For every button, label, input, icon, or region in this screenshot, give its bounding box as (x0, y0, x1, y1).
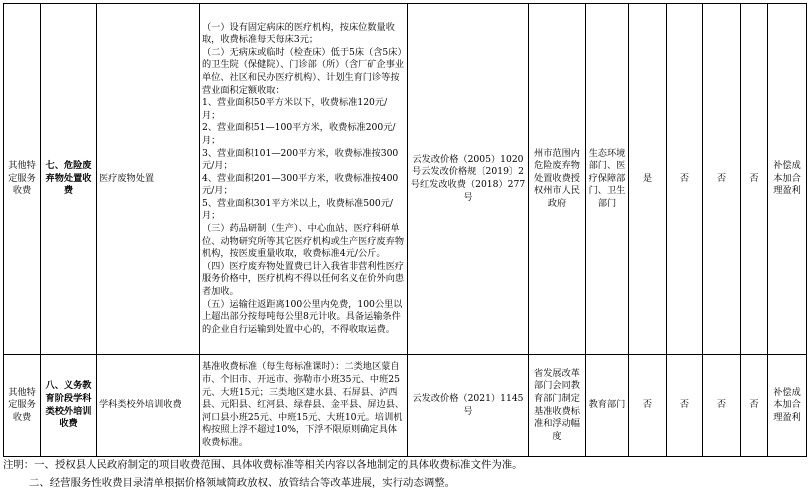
sub-item-cell: 学科类校外培训收费 (97, 355, 200, 457)
table-row (4, 355, 807, 457)
flag-cell: 否 (667, 4, 703, 355)
detail-line: 1、营业面积50平方米以下，收费标准120元/月； (202, 97, 388, 121)
detail-line: 4、营业面积201—300平方米，收费标准按400元/月； (202, 172, 399, 197)
footnotes (3, 456, 806, 492)
detail-line: （四）医疗废弃物处置费已计入我省非营利性医疗服务价格中，医疗机构不得以任何名义在价外向患者加收。 (202, 260, 405, 298)
fee-table (3, 3, 807, 457)
policy-basis-cell: 云发改价格（2021）1145号 (408, 355, 529, 457)
detail-line: 3、营业面积101—200平方米，收费标准按300元/月； (202, 147, 399, 172)
department-cell: 生态环境部门、医疗保障部门、卫生部门 (586, 4, 629, 355)
fee-standard-cell (200, 4, 408, 355)
flag-cell: 是 (629, 4, 667, 355)
footnote-line: 注明：一、授权县人民政府制定的项目收费范围、具体收费标准等相关内容以各地制定的具体收费标准文件为准。 (3, 459, 523, 471)
detail-line: 基准收费标准（每生每标准课时）：二类地区蒙自市、个旧市、开远市、弥勒市小班35元、中班25元、大班15元；三类地区建水县、石屏县、泸西县、元阳县、红河县、绿春县、金平县、屏边县、河口县小班25元、中班15元、大班10元。培训机构按照上浮不超过10%，下浮不限原则确定具体收费标准。 (202, 361, 405, 448)
pricing-authority-cell: 省发展改革部门会同教育部门制定基准收费标准和浮动幅度 (529, 355, 586, 457)
detail-line: （一）设有固定病床的医疗机构，按床位数量收取，收费标准每天每床3元； (202, 21, 395, 46)
detail-line: （二）无病床或临时（检查床）低于5床（含5床）的卫生院（保健院）、门诊部（所）（含厂矿企事业单位、社区和民办医疗机构）、计划生育门诊等按营业面积定额收取： (202, 46, 405, 96)
fee-standard-cell (200, 355, 408, 457)
category-cell: 其他特定服务收费 (4, 4, 41, 355)
fee-nature-cell: 补偿成本加合理盈利 (768, 4, 807, 355)
item-cell: 八、义务教育阶段学科类校外培训收费 (41, 355, 97, 457)
detail-line: （三）药品研制（生产）、中心血站、医疗科研单位、动物研究所等其它医疗机构或生产医疗废弃物机构，按医废重量收取，收费标准4元/公斤。 (202, 223, 405, 260)
footnote-line: 二、经营服务性收费目录清单根据价格领域简政放权、放管结合等改革进展，实行动态调整。 (29, 477, 456, 489)
pricing-authority-cell: 州市范围内危险废弃物处置收费授权州市人民政府 (529, 4, 586, 355)
flag-cell: 否 (703, 355, 741, 457)
table-row (4, 4, 807, 355)
detail-line: 5、营业面积301平方米以上，收费标准500元/月； (202, 197, 394, 222)
flag-cell: 否 (667, 355, 703, 457)
category-cell: 其他特定服务收费 (4, 355, 41, 457)
detail-line: （五）运输往返距离100公里内免费，100公里以上超出部分按每吨每公里8元计收。具备运输条件的企业自行运输到处置中心的，不得收取运费。 (202, 298, 403, 335)
detail-line: 2、营业面积51—100平方米，收费标准200元/月； (202, 122, 396, 146)
sub-item-cell: 医疗废物处置 (97, 4, 200, 355)
fee-nature-cell: 补偿成本加合理盈利 (768, 355, 807, 457)
department-cell: 教育部门 (586, 355, 629, 457)
item-cell: 七、危险废弃物处置收费 (41, 4, 97, 355)
flag-cell: 否 (703, 4, 741, 355)
flag-cell: 否 (629, 355, 667, 457)
flag-cell: 否 (741, 4, 768, 355)
flag-cell: 否 (741, 355, 768, 457)
policy-basis-cell: 云发改价格（2005）1020号云发改价格规〔2019〕2号红发改收费（2018）277号 (408, 4, 529, 355)
